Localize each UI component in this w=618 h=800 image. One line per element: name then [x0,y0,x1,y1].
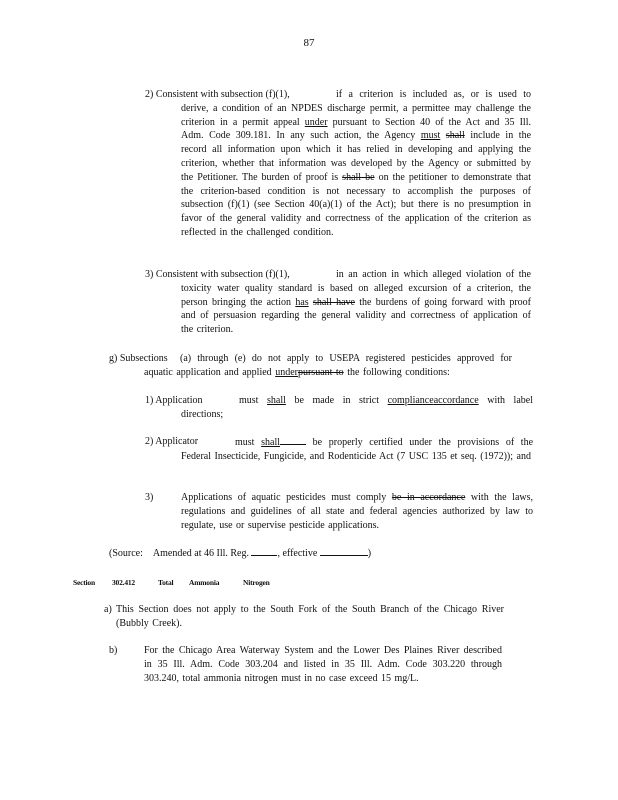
g-item-2-text-a: must [235,437,262,448]
g-item-3-text-a: Applications of aquatic pesticides must comply [181,492,392,503]
item-2-text-c: include in the record all information upon which it has relied in developing and applying the criterion, whether that information was developed by the Agency or submitted by the Petitioner. The burden of proof is [181,130,532,183]
item-2-text-a: if a criterion is included as, or is used to derive, a condition of an NPDES discharge permit, a permittee may challenge the criterion in a permit appeal [181,89,531,128]
subsection-g-text-b: the following conditions: [343,366,450,378]
section-a-label: a) [104,604,112,615]
item-3-text [181,268,531,337]
inserted-text: shall [267,395,286,406]
item-3-text-b: the burdens of going forward with proof and of persuasion regarding the general validity and correctness of application of the criterion. [181,296,532,336]
item-2-label: 2) Consistent with subsection (f)(1), [145,89,290,100]
g-item-1-text-b: be made in strict [285,395,388,406]
g-item-2-text-b: be properly certified under the provisions of the Federal Insecticide, Fungicide, and Rodenticide Act (7 USC 135 et seq. (1972)); and [181,437,534,462]
g-item-1-label: 1) Application [145,395,203,406]
section-a-text [116,603,504,631]
inserted-text: shall [261,437,280,448]
source-effective: , effective [277,548,318,559]
g-item-3-text [181,491,533,532]
deleted-text: shall [445,130,465,142]
inserted-blank [280,435,306,445]
g-item-2-label: 2) Applicator [145,436,199,447]
source-note [109,546,371,561]
g-item-1-text-c: with label directions; [181,395,533,420]
item-3-label: 3) Consistent with subsection (f)(1), [145,269,290,280]
item-2-text-d: on the petitioner to demonstrate that the criterion-based condition is not necessary to accomplish the purposes of subsection (f)(1) (see Section 40(a)(1) of the Act); but there is no presumption in favor of the general validity and correctness of the application of the criterion as reflected in the challenged condition. [181,171,532,238]
deleted-text: be in accordance [391,492,466,503]
page-number: 87 [303,37,315,49]
g-item-3-label: 3) [145,492,154,503]
heading-section-number: 302.412 [112,578,135,587]
inserted-text: has [295,296,309,308]
subsection-g-text-a: (a) through (e) do not apply to USEPA registered pesticides approved for aquatic application and applied [144,353,512,378]
item-2-text-b: pursuant to Section 40 of the Act and 35 Ill. Adm. Code 309.181. In any such action, the Agency [181,116,531,142]
source-amended: Amended at 46 Ill. Reg. [152,548,249,559]
subsection-g-label: g) Subsections [109,353,168,364]
inserted-text: must [420,130,441,142]
deleted-text: pursuant to [297,366,344,378]
source-prefix: (Source: [109,548,143,559]
g-item-1-text [181,394,533,422]
deleted-text: shall be [342,171,375,183]
section-a-body [116,603,504,631]
heading-word-nitrogen: Nitrogen [243,578,270,587]
source-suffix: ) [367,548,372,559]
section-a-content: This Section does not apply to the South Fork of the South Branch of the Chicago River (Bubbly Creek). [116,604,504,629]
register-volume-blank [251,546,277,556]
g-item-1-text-a: must [239,395,268,406]
g-item-3-text-b: with the laws, regulations and guidelines of all state and federal agencies authorized by law to regulate, use or supervise pesticide applications. [181,492,533,531]
heading-word-ammonia: Ammonia [189,578,220,587]
inserted-text: accordance [433,395,479,406]
g-item-2-text [181,435,533,464]
subsection-g-text [144,352,512,380]
inserted-text: under [304,116,328,128]
inserted-text: compliance [387,395,434,406]
effective-date-blank [320,546,368,556]
item-2-text [181,88,531,240]
heading-word-section: Section [73,578,95,587]
heading-word-total: Total [158,578,174,587]
item-3-text-a: in an action in which alleged violation of the toxicity water quality standard is based on alleged excursion of a criterion, the person bringing the action [181,269,531,308]
deleted-text: shall have [312,296,355,308]
section-b-text: For the Chicago Area Waterway System and the Lower Des Plaines River described in 35 Ill. Adm. Code 303.204 and listed in 35 Ill. Adm. Code 303.220 through 303.240, total ammonia nitrogen must in no case exceed 15 mg/L. [144,645,502,684]
section-b-label: b) [109,645,118,656]
inserted-text: under [275,366,298,378]
